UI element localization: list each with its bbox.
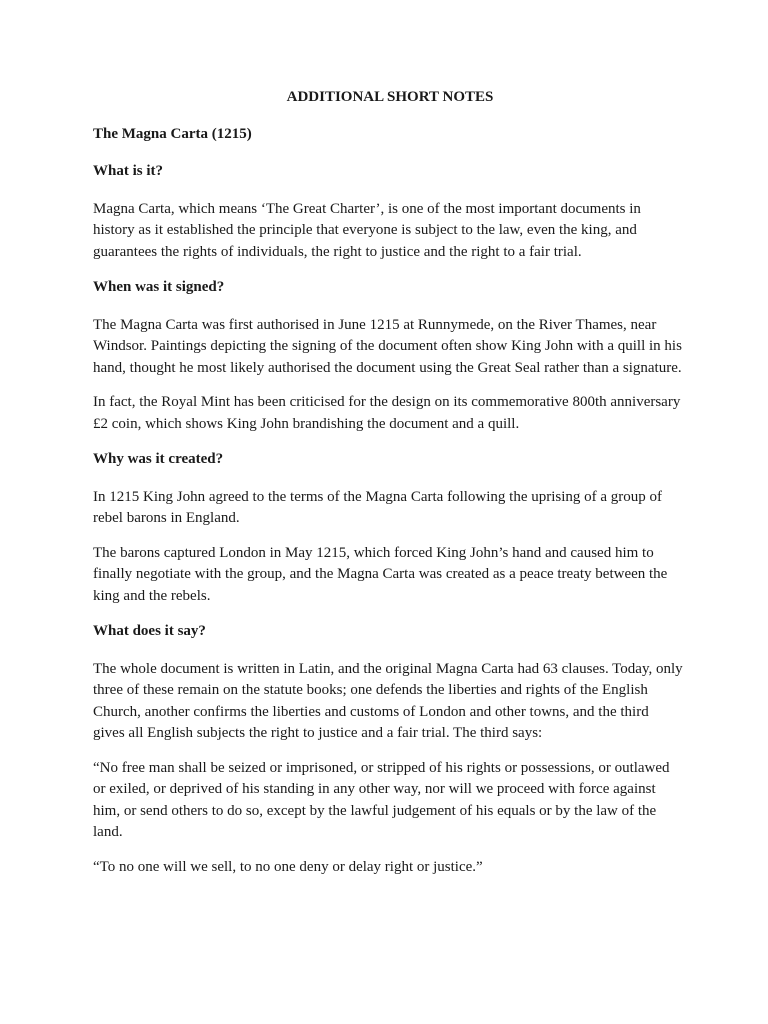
paragraph: The whole document is written in Latin, and the original Magna Carta had 63 clauses. Today, only three of these remain on the statute books; one defends the liberties and rights of the English Church, another confirms the liberties and customs of London and other towns, and the third gives all English subjects the right to justice and a fair trial. The third says: [93,660,683,741]
paragraph: In fact, the Royal Mint has been criticised for the design on its commemorative 800th anniversary £2 coin, which shows King John brandishing the document and a quill. [93,394,681,432]
section-heading-when-signed: When was it signed? [93,279,225,295]
paragraph: The barons captured London in May 1215, which forced King John’s hand and caused him to finally negotiate with the group, and the Magna Carta was created as a peace treaty between the king and the rebels. [93,544,668,604]
paragraph: In 1215 King John agreed to the terms of the Magna Carta following the uprising of a group of rebel barons in England. [93,488,663,526]
section-heading-what-is-it: What is it? [93,163,164,179]
paragraph: The Magna Carta was first authorised in June 1215 at Runnymede, on the River Thames, near Windsor. Paintings depicting the signing of the document often show King John with a quill in his hand, thought he most likely authorised the document using the Great Seal rather than a signature. [93,316,682,376]
quote-paragraph: “No free man shall be seized or imprisoned, or stripped of his rights or possessions, or outlawed or exiled, or deprived of his standing in any other way, nor will we proceed with force against him, or send others to do so, except by the lawful judgement of his equals or by the law of the land. [93,759,670,840]
section-heading-what-does-it-say: What does it say? [93,623,206,639]
quote-paragraph: “To no one will we sell, to no one deny or delay right or justice.” [93,858,483,875]
document-title: ADDITIONAL SHORT NOTES [286,89,494,105]
section-heading-why-created: Why was it created? [93,451,224,467]
paragraph: Magna Carta, which means ‘The Great Charter’, is one of the most important documents in history as it established the principle that everyone is subject to the law, even the king, and guarantees the rights of individuals, the right to justice and the right to a fair trial. [93,200,641,260]
document-page [93,87,683,891]
document-subtitle: The Magna Carta (1215) [93,125,252,142]
